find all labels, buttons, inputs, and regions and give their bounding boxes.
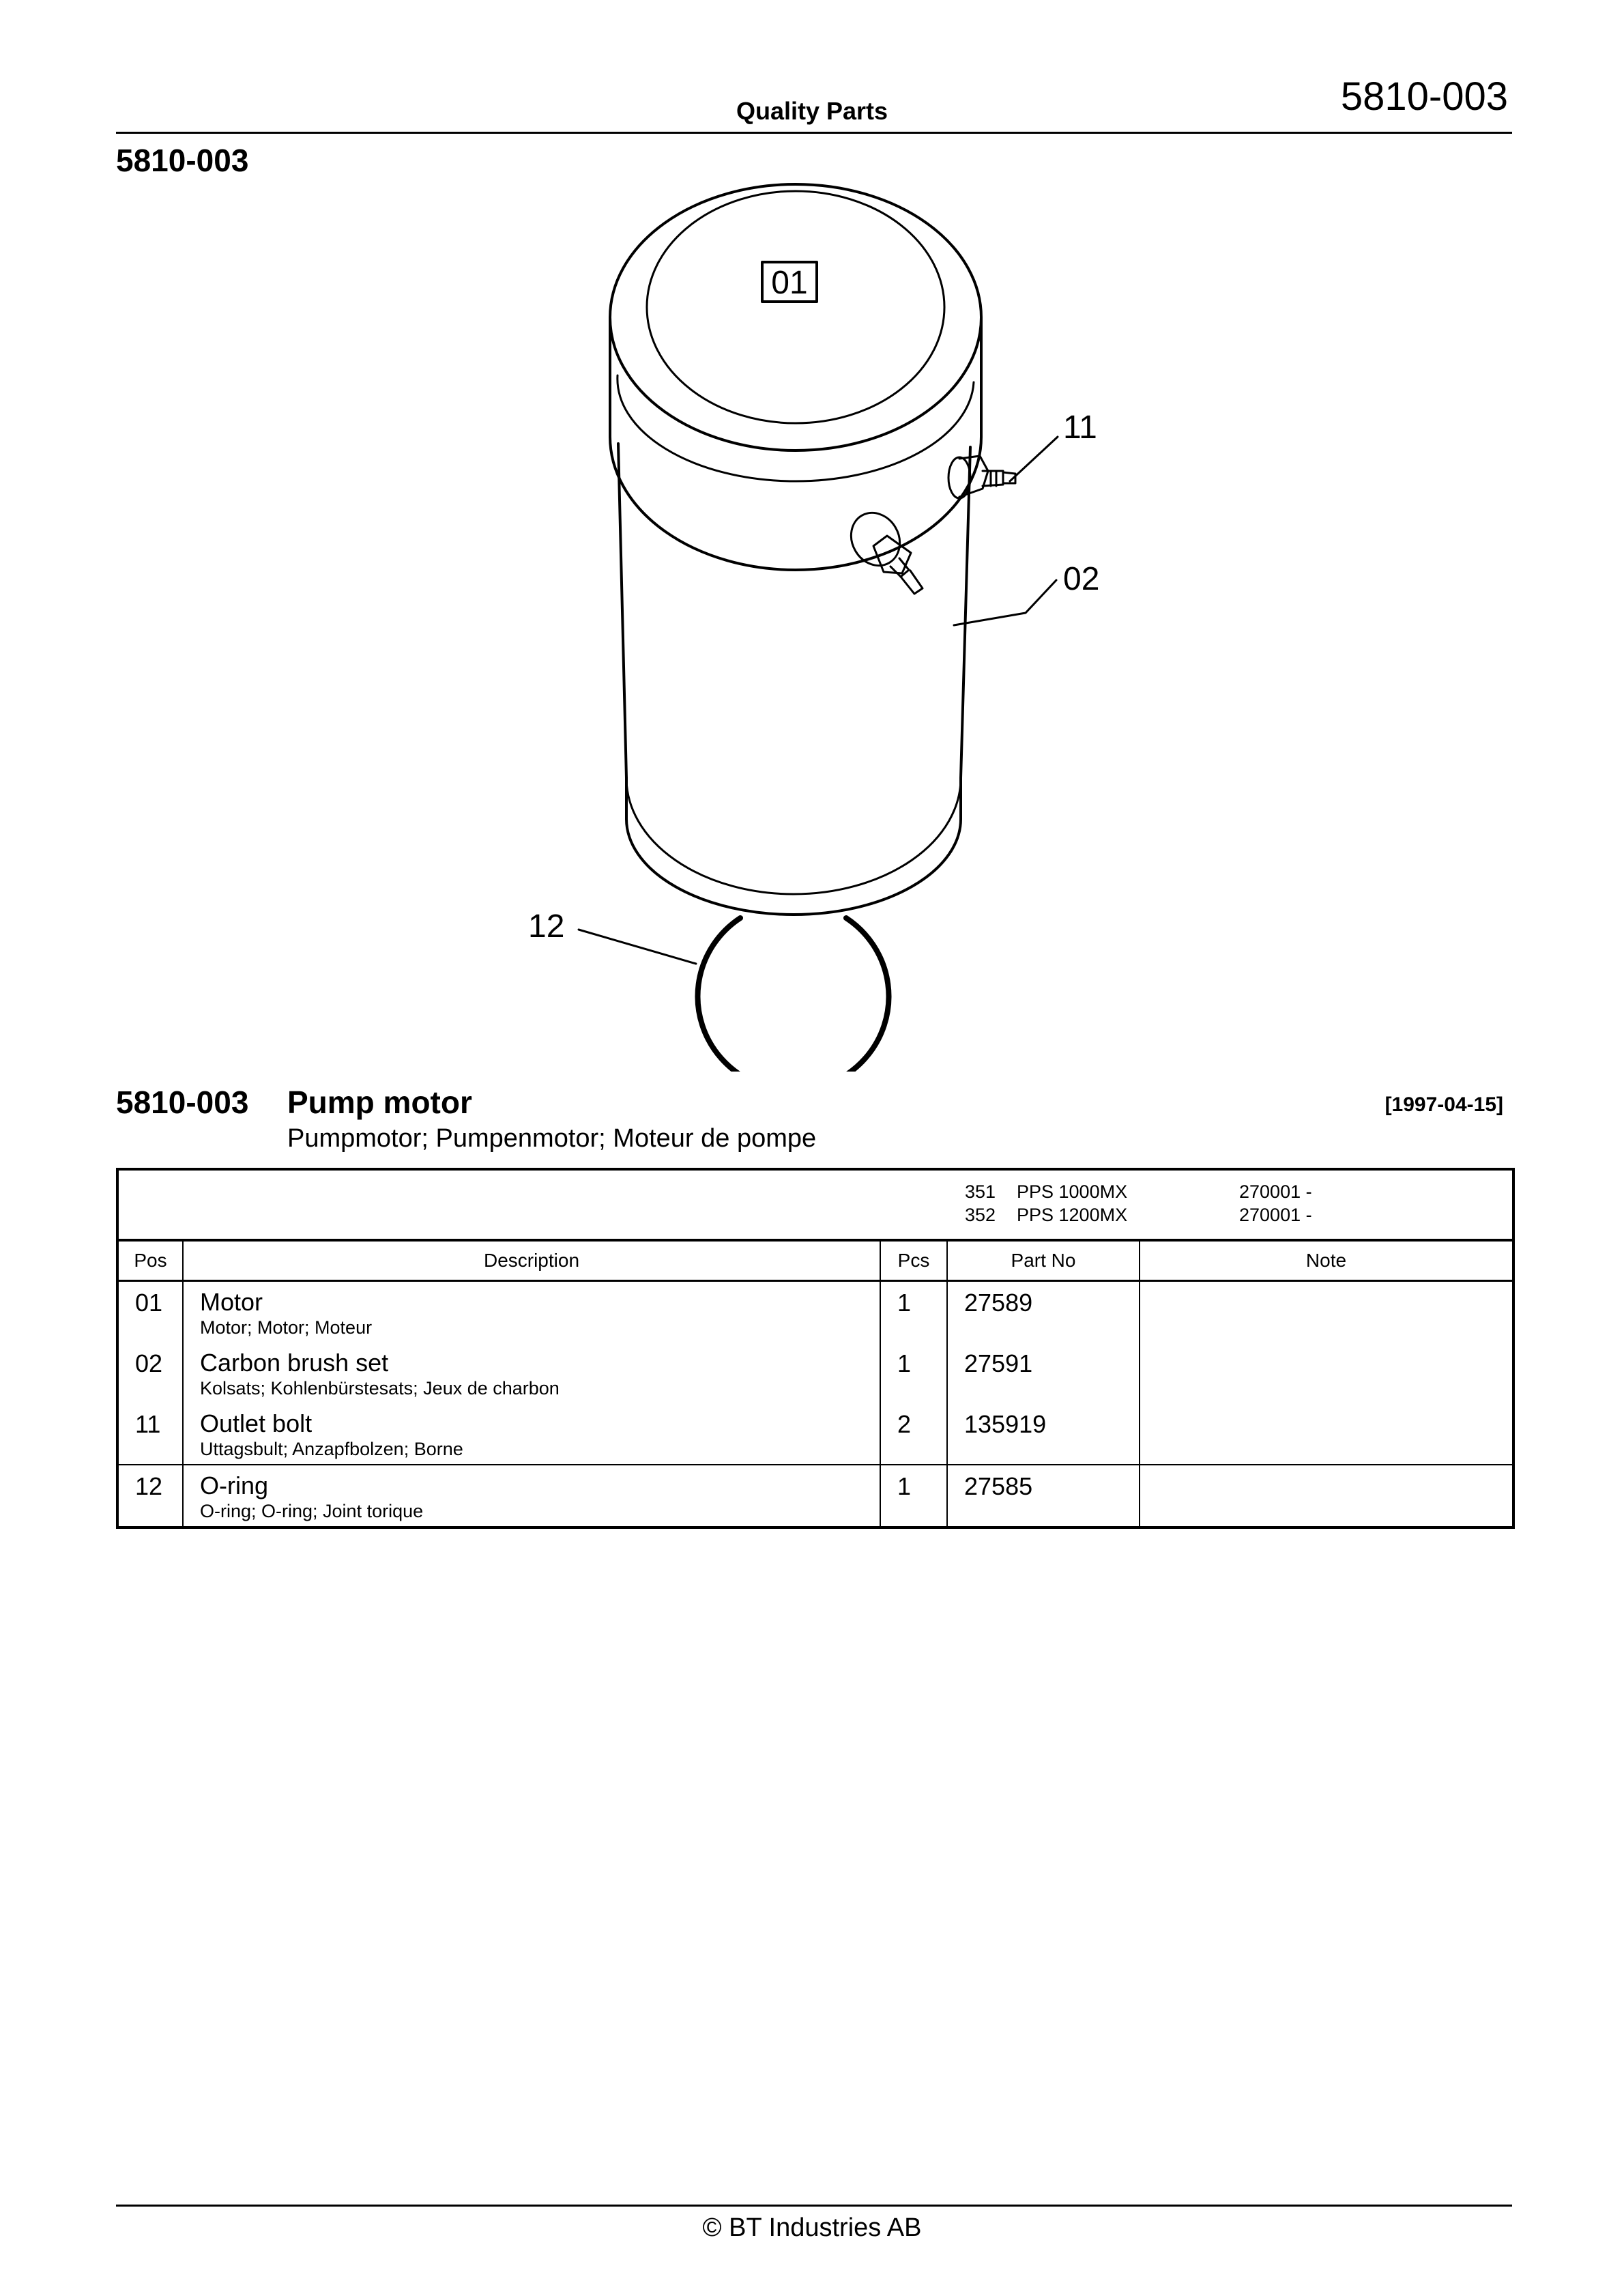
row-description: O-ring bbox=[200, 1472, 269, 1499]
model-name: PPS 1200MX bbox=[1017, 1205, 1128, 1225]
col-header-note: Note bbox=[1140, 1240, 1513, 1281]
row-part-no: 27591 bbox=[964, 1349, 1033, 1377]
row-description: Motor bbox=[200, 1288, 263, 1316]
section-title: Pump motor bbox=[287, 1085, 472, 1120]
col-header-pos: Pos bbox=[117, 1240, 183, 1281]
model-serial: 270001 - bbox=[1239, 1181, 1312, 1202]
model-name: PPS 1000MX bbox=[1017, 1181, 1128, 1202]
row-part-no: 135919 bbox=[964, 1410, 1047, 1438]
model-serial: 270001 - bbox=[1239, 1205, 1312, 1225]
row-pcs: 1 bbox=[897, 1472, 912, 1500]
document-number: 5810-003 bbox=[1340, 74, 1508, 119]
row-description-translations: Motor; Motor; Moteur bbox=[200, 1317, 373, 1338]
row-description-translations: Kolsats; Kohlenbürstesats; Jeux de charbon bbox=[200, 1378, 560, 1398]
outlet-bolt-part-drawing bbox=[948, 456, 1015, 498]
parts-table bbox=[116, 1168, 1515, 1529]
section-subtitle: Pumpmotor; Pumpenmotor; Moteur de pompe bbox=[287, 1124, 817, 1153]
row-pos: 12 bbox=[135, 1472, 163, 1500]
row-part-no: 27589 bbox=[964, 1289, 1033, 1317]
row-pos: 11 bbox=[135, 1410, 161, 1438]
footer-copyright: © BT Industries AB bbox=[702, 2213, 922, 2242]
row-pos: 02 bbox=[135, 1349, 163, 1377]
col-header-part-no: Part No bbox=[947, 1240, 1140, 1281]
section-date: [1997-04-15] bbox=[1384, 1093, 1503, 1116]
callout-11: 11 bbox=[1063, 410, 1097, 446]
pump-motor-drawing bbox=[0, 171, 1624, 1072]
row-pcs: 1 bbox=[897, 1289, 912, 1317]
callout-01: 01 bbox=[771, 265, 808, 301]
row-description-translations: Uttagsbult; Anzapfbolzen; Borne bbox=[200, 1439, 463, 1459]
header-divider bbox=[116, 132, 1512, 134]
col-header-description: Description bbox=[183, 1240, 880, 1281]
group-code: 5810-003 bbox=[116, 143, 249, 178]
row-description-translations: O-ring; O-ring; Joint torique bbox=[200, 1501, 424, 1521]
callout-12: 12 bbox=[528, 908, 565, 945]
row-description: Carbon brush set bbox=[200, 1349, 389, 1377]
row-part-no: 27585 bbox=[964, 1472, 1033, 1500]
header-title: Quality Parts bbox=[736, 97, 888, 125]
terminal-stud-drawing bbox=[842, 504, 923, 594]
table-row bbox=[117, 1403, 1513, 1465]
model-number: 352 bbox=[965, 1205, 996, 1225]
table-header-row bbox=[117, 1240, 1513, 1281]
row-description: Outlet bolt bbox=[200, 1409, 313, 1437]
table-row bbox=[117, 1343, 1513, 1403]
row-pos: 01 bbox=[135, 1289, 163, 1317]
row-pcs: 1 bbox=[897, 1349, 912, 1377]
row-pcs: 2 bbox=[897, 1410, 912, 1438]
model-number: 351 bbox=[965, 1181, 996, 1202]
model-applicability bbox=[117, 1169, 1513, 1240]
callout-02: 02 bbox=[1063, 561, 1100, 597]
section-code: 5810-003 bbox=[116, 1085, 249, 1120]
table-row bbox=[117, 1281, 1513, 1343]
footer-divider bbox=[116, 2205, 1512, 2207]
o-ring-part-drawing bbox=[698, 918, 889, 1072]
table-row bbox=[117, 1465, 1513, 1527]
model-line bbox=[965, 1205, 1312, 1226]
model-line bbox=[965, 1181, 1312, 1203]
col-header-pcs: Pcs bbox=[880, 1240, 947, 1281]
